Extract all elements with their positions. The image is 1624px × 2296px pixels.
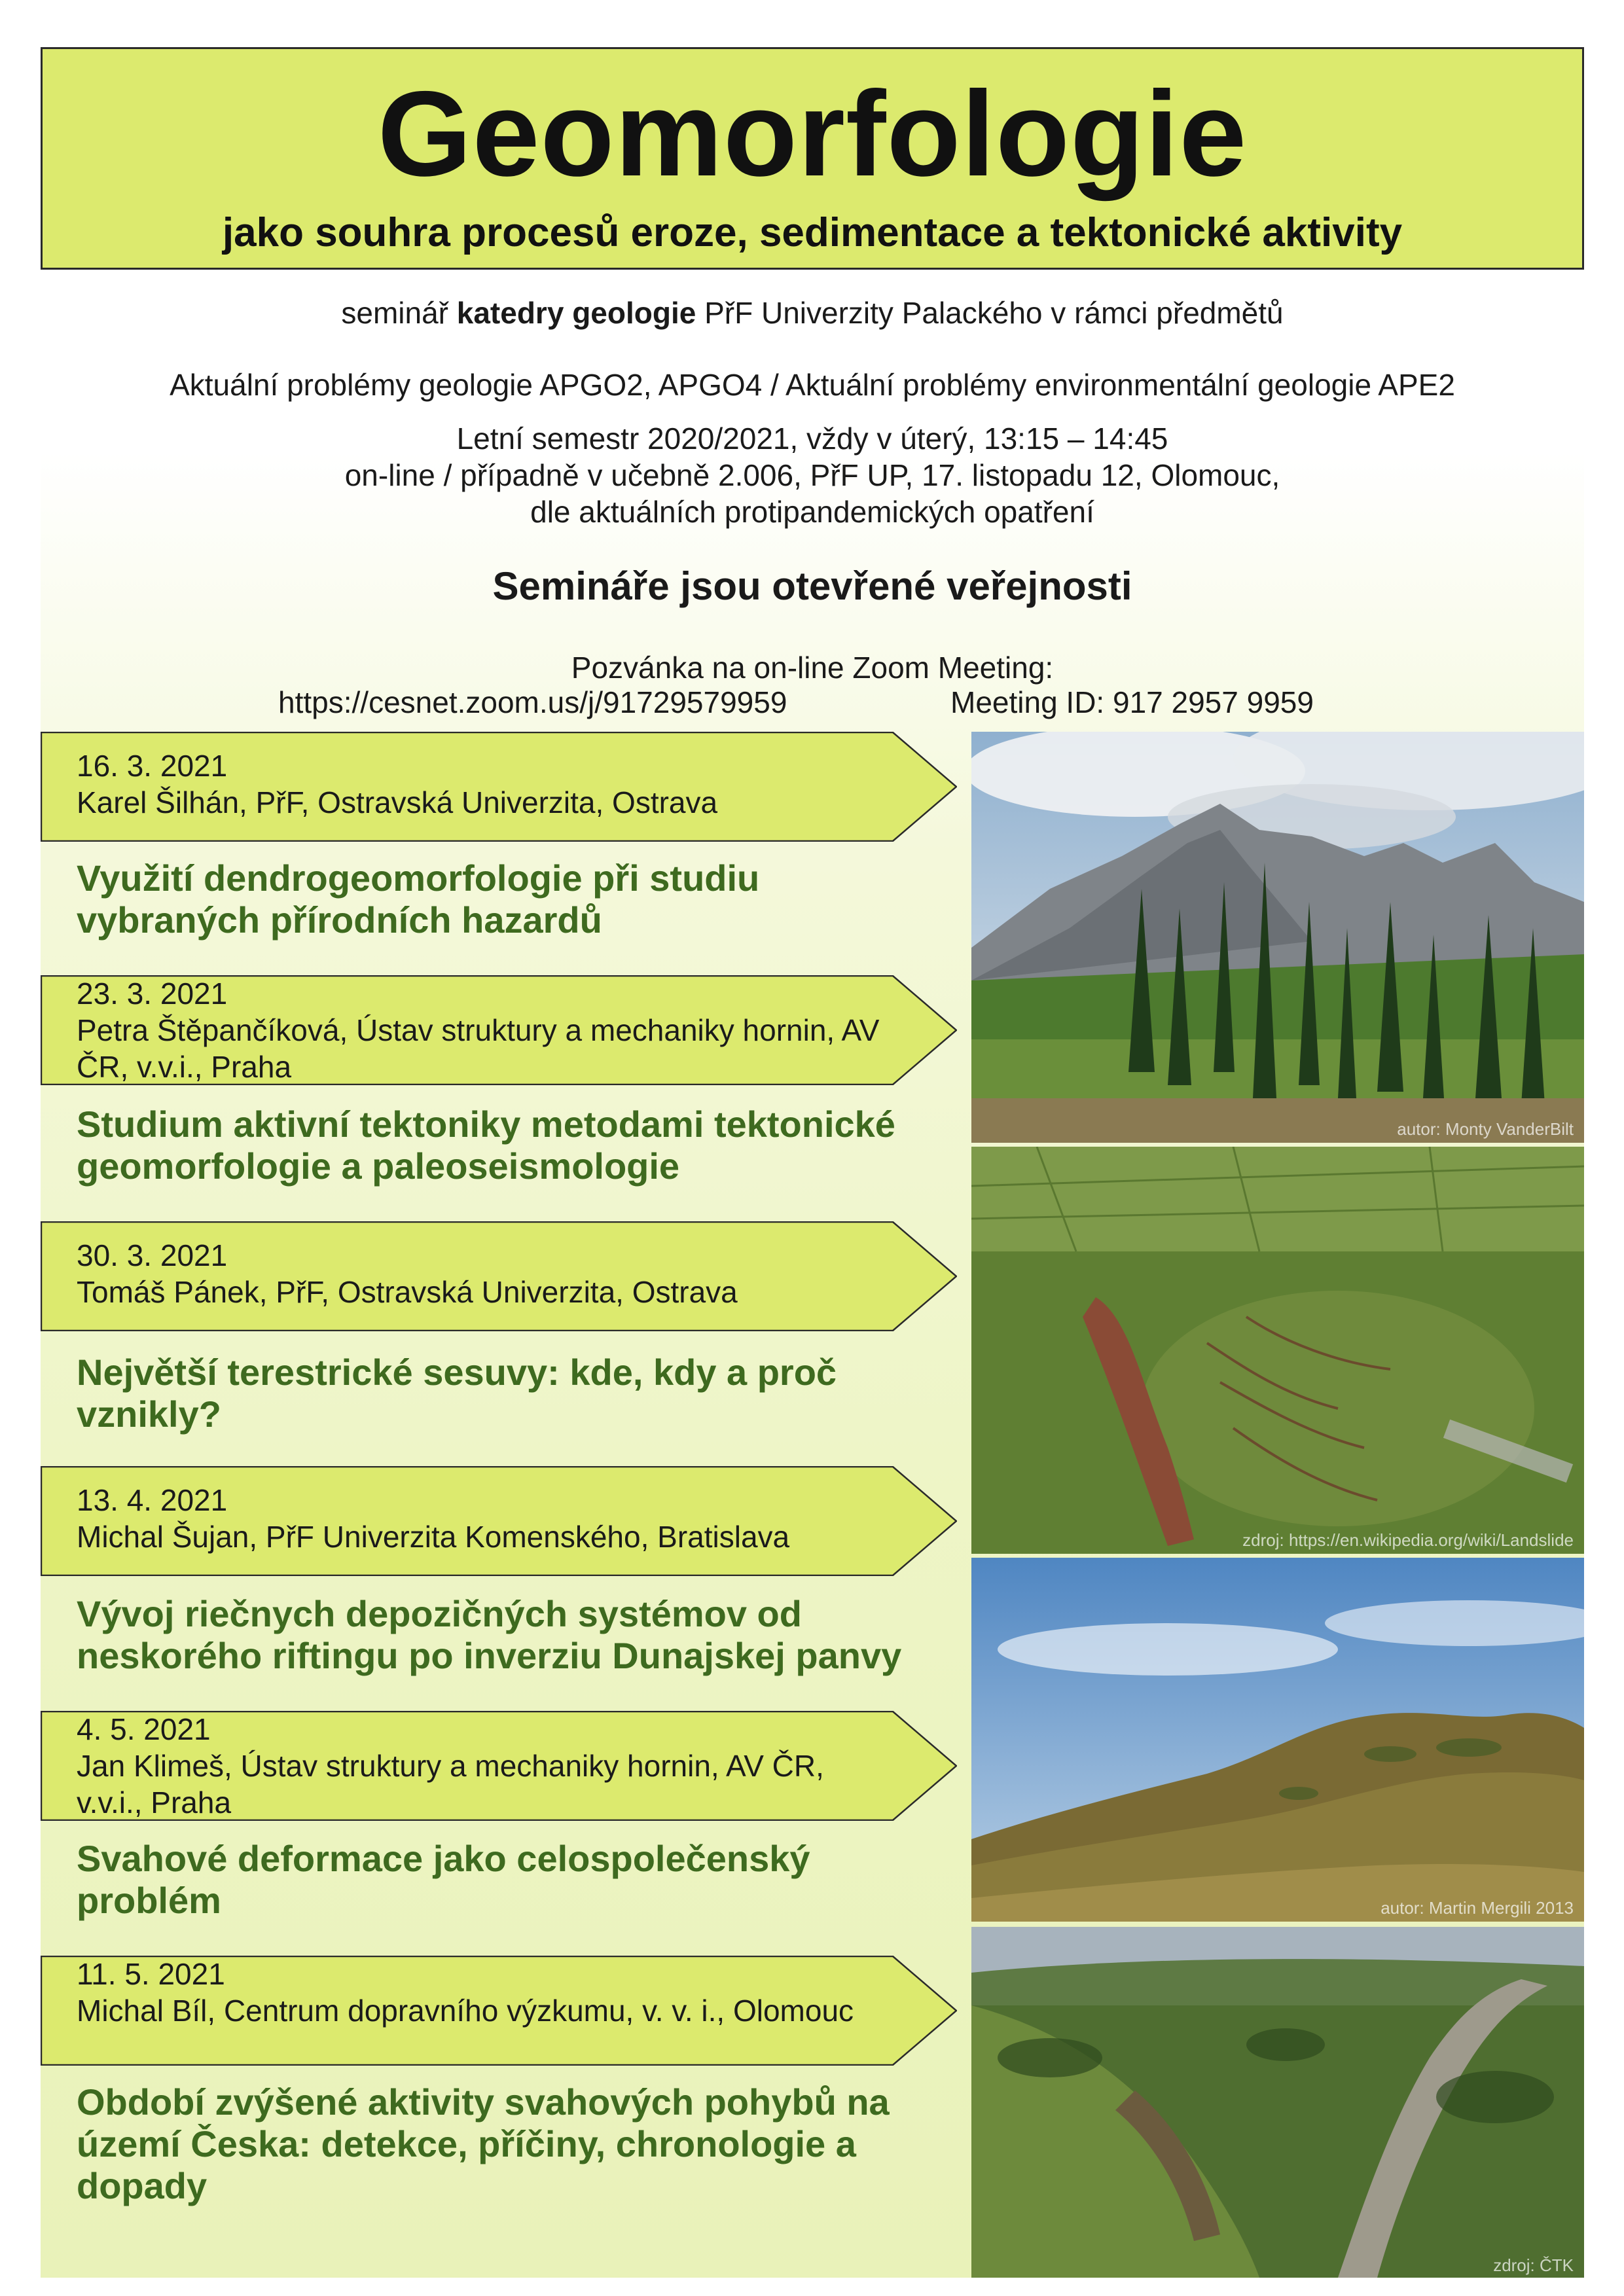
seminar-speaker: Petra Štěpančíková, Ústav struktury a mechaniky hornin, AV ČR, v.v.i., Praha <box>77 1013 880 1084</box>
seminar-title-1: Využití dendrogeomorfologie při studiu vybraných přírodních hazardů <box>77 857 760 941</box>
meeting-id: Meeting ID: 917 2957 9959 <box>950 685 1314 719</box>
page-title: Geomorfologie <box>377 67 1248 202</box>
seminar-arrow-1 <box>41 732 957 842</box>
seminar-title-4: Vývoj riečnych depozičných systémov od neskorého riftingu po inverziu Dunajskej panvy <box>77 1593 902 1676</box>
grassy-hills-image <box>971 1558 1584 1922</box>
page-subtitle: jako souhra procesů eroze, sedimentace a tektonické aktivity <box>222 210 1403 255</box>
seminar-date: 30. 3. 2021 <box>77 1238 228 1272</box>
open-public-heading: Semináře jsou otevřené veřejnosti <box>492 564 1132 608</box>
intro-courses: Aktuální problémy geologie APGO2, APGO4 / Aktuální problémy environmentální geologie APE2 <box>170 368 1455 402</box>
photo-grassy-hills <box>971 1558 1584 1922</box>
photo-highway-landslide <box>971 1927 1584 2278</box>
intro-measures: dle aktuálních protipandemických opatření <box>530 495 1094 529</box>
seminar-date: 4. 5. 2021 <box>77 1712 211 1746</box>
seminar-title-3: Největší terestrické sesuvy: kde, kdy a proč vznikly? <box>77 1352 837 1435</box>
intro-line-1-pre: seminář <box>341 296 457 330</box>
seminar-speaker: Karel Šilhán, PřF, Ostravská Univerzita, Ostrava <box>77 785 718 819</box>
zoom-invite: Pozvánka na on-line Zoom Meeting: <box>571 651 1054 685</box>
photo-credit: autor: Monty VanderBilt <box>1397 1119 1574 1139</box>
seminar-speaker: Tomáš Pánek, PřF, Ostravská Univerzita, Ostrava <box>77 1275 738 1309</box>
mountain-forest-image <box>971 732 1584 1143</box>
seminar-speaker: Jan Klimeš, Ústav struktury a mechaniky hornin, AV ČR, v.v.i., Praha <box>77 1749 824 1820</box>
seminar-arrow-5 <box>41 1711 957 1821</box>
photo-credit: zdroj: ČTK <box>1493 2255 1574 2275</box>
seminar-speaker: Michal Šujan, PřF Univerzita Komenského, Bratislava <box>77 1520 790 1554</box>
photo-mountain-forest <box>971 732 1584 1143</box>
landslide-aerial-image <box>971 1147 1584 1554</box>
header-banner <box>41 47 1584 270</box>
seminar-arrow-4 <box>41 1466 957 1576</box>
photo-landslide-aerial <box>971 1147 1584 1554</box>
seminar-date: 16. 3. 2021 <box>77 749 228 783</box>
seminar-date: 23. 3. 2021 <box>77 977 228 1011</box>
photo-credit: autor: Martin Mergili 2013 <box>1380 1898 1574 1918</box>
intro-location: on-line / případně v učebně 2.006, PřF UP, 17. listopadu 12, Olomouc, <box>344 458 1280 492</box>
seminar-title-5: Svahové deformace jako celospolečenský problém <box>77 1838 810 1921</box>
seminar-speaker: Michal Bíl, Centrum dopravního výzkumu, v. v. i., Olomouc <box>77 1994 854 2028</box>
seminar-date: 13. 4. 2021 <box>77 1483 228 1517</box>
intro-line-1 <box>41 295 1584 331</box>
highway-landslide-image <box>971 1927 1584 2278</box>
intro-line-1-bold: katedry geologie <box>456 296 696 330</box>
zoom-link[interactable]: https://cesnet.zoom.us/j/91729579959 <box>278 685 787 719</box>
seminar-arrow-3 <box>41 1221 957 1331</box>
intro-semester: Letní semestr 2020/2021, vždy v úterý, 13:15 – 14:45 <box>456 422 1168 456</box>
intro-line-1-post: PřF Univerzity Palackého v rámci předmětů <box>696 296 1284 330</box>
photo-credit: zdroj: https://en.wikipedia.org/wiki/Landslide <box>1242 1530 1574 1550</box>
seminar-title-2: Studium aktivní tektoniky metodami tektonické geomorfologie a paleoseismologie <box>77 1103 895 1187</box>
seminar-arrow-6 <box>41 1956 957 2066</box>
seminar-date: 11. 5. 2021 <box>77 1957 225 1991</box>
seminar-title-6: Období zvýšené aktivity svahových pohybů na území Česka: detekce, příčiny, chronologie a dopady <box>77 2081 890 2206</box>
seminar-arrow-2 <box>41 975 957 1085</box>
